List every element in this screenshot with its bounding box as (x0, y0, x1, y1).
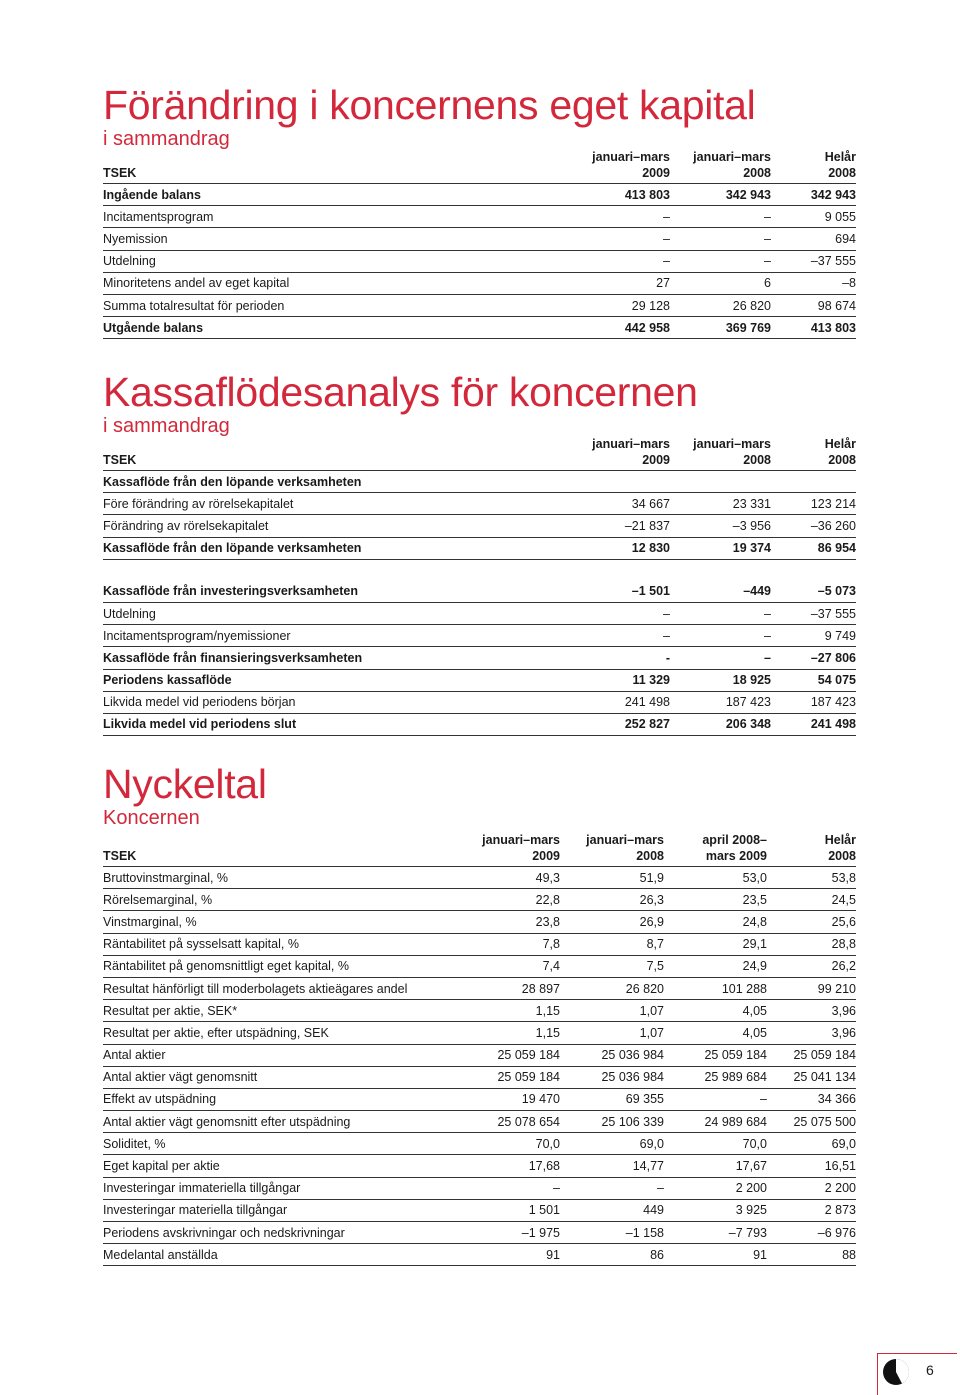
row-value: 8,7 (560, 933, 664, 955)
row-label: Kassaflöde från den löpande verksamheten (103, 471, 569, 493)
row-value: 26,3 (560, 889, 664, 911)
row-value: –8 (771, 272, 856, 294)
spacer-cell (103, 559, 856, 581)
table-row (103, 184, 856, 206)
row-value: 24,8 (664, 911, 767, 933)
row-value: 91 (458, 1244, 560, 1266)
row-value: –1 975 (458, 1222, 560, 1244)
column-header-line: april 2008– (702, 833, 767, 847)
table-row (103, 1088, 856, 1110)
row-value: 16,51 (767, 1155, 856, 1177)
column-header-line: Helår (824, 437, 856, 451)
row-value: 2 200 (664, 1177, 767, 1199)
row-value: 25 059 184 (767, 1044, 856, 1066)
company-logo-icon (880, 1356, 912, 1388)
column-header (569, 149, 670, 184)
cashflow-title: Kassaflödesanalys för koncernen (103, 369, 698, 415)
row-value: – (670, 250, 771, 272)
column-header-line: 2009 (532, 849, 560, 863)
row-value: 11 329 (569, 669, 670, 691)
row-value: 2 200 (767, 1177, 856, 1199)
row-value: 23 331 (670, 493, 771, 515)
column-header (664, 832, 767, 867)
row-value: 22,8 (458, 889, 560, 911)
table-row (103, 625, 856, 647)
table-row (103, 1000, 856, 1022)
column-header-line: 2008 (743, 453, 771, 467)
column-header-line: januari–mars (693, 437, 771, 451)
ratios-subtitle: Koncernen (103, 807, 200, 829)
row-value: 28 897 (458, 977, 560, 999)
table-row (103, 889, 856, 911)
row-value: 3,96 (767, 1022, 856, 1044)
cashflow-subtitle: i sammandrag (103, 415, 230, 437)
row-value: 6 (670, 272, 771, 294)
row-value: –3 956 (670, 515, 771, 537)
row-value: 342 943 (670, 184, 771, 206)
row-value: 4,05 (664, 1022, 767, 1044)
row-value: 88 (767, 1244, 856, 1266)
table-row (103, 1244, 856, 1266)
row-value: 7,4 (458, 955, 560, 977)
column-header-line: 2009 (642, 166, 670, 180)
row-value: 25 059 184 (458, 1044, 560, 1066)
row-label: Likvida medel vid periodens slut (103, 713, 569, 735)
row-value: –7 793 (664, 1222, 767, 1244)
table-header-row (103, 149, 856, 184)
row-label: Effekt av utspädning (103, 1088, 458, 1110)
row-value: 70,0 (458, 1133, 560, 1155)
row-value: – (458, 1177, 560, 1199)
row-label: Resultat per aktie, efter utspädning, SEK (103, 1022, 458, 1044)
row-value: 34 667 (569, 493, 670, 515)
row-value: 25 036 984 (560, 1044, 664, 1066)
table-row (103, 1222, 856, 1244)
equity-table (103, 149, 856, 339)
column-header-line: januari–mars (693, 150, 771, 164)
row-value: 28,8 (767, 933, 856, 955)
column-header (771, 149, 856, 184)
row-value: 70,0 (664, 1133, 767, 1155)
row-label: Antal aktier vägt genomsnitt (103, 1066, 458, 1088)
row-value: 99 210 (767, 977, 856, 999)
row-value: 19 470 (458, 1088, 560, 1110)
table-row (103, 911, 856, 933)
row-value: 23,5 (664, 889, 767, 911)
row-label: Likvida medel vid periodens början (103, 691, 569, 713)
row-label: Räntabilitet på genomsnittligt eget kapital, % (103, 955, 458, 977)
table-row (103, 602, 856, 624)
row-label: Periodens kassaflöde (103, 669, 569, 691)
table-row (103, 493, 856, 515)
row-value: –1 501 (569, 581, 670, 603)
row-value: – (560, 1177, 664, 1199)
row-value: 7,5 (560, 955, 664, 977)
row-label: Resultat per aktie, SEK* (103, 1000, 458, 1022)
table-header-row (103, 436, 856, 471)
column-header-line: januari–mars (586, 833, 664, 847)
row-value: 49,3 (458, 867, 560, 889)
row-value: 252 827 (569, 713, 670, 735)
column-header (771, 436, 856, 471)
row-value: 25 989 684 (664, 1066, 767, 1088)
column-header-line: mars 2009 (705, 849, 767, 863)
column-header-line: Helår (824, 150, 856, 164)
row-value: 26 820 (670, 294, 771, 316)
row-label: Utdelning (103, 250, 569, 272)
row-label: Räntabilitet på sysselsatt kapital, % (103, 933, 458, 955)
row-value: –1 158 (560, 1222, 664, 1244)
row-value: 53,0 (664, 867, 767, 889)
row-label: Före förändring av rörelsekapitalet (103, 493, 569, 515)
equity-subtitle: i sammandrag (103, 128, 230, 150)
column-header-line: 2008 (828, 166, 856, 180)
row-label: Rörelsemarginal, % (103, 889, 458, 911)
row-value: 98 674 (771, 294, 856, 316)
row-value: 413 803 (569, 184, 670, 206)
equity-title: Förändring i koncernens eget kapital (103, 82, 756, 128)
row-value: 25 078 654 (458, 1111, 560, 1133)
row-value: –36 260 (771, 515, 856, 537)
page-number: 6 (926, 1362, 934, 1378)
table-row (103, 272, 856, 294)
row-label: Resultat hänförligt till moderbolagets aktieägares andel (103, 977, 458, 999)
row-value: – (569, 206, 670, 228)
column-header-line: januari–mars (592, 437, 670, 451)
row-value: 25 075 500 (767, 1111, 856, 1133)
table-row (103, 669, 856, 691)
row-value: – (569, 625, 670, 647)
row-value: 53,8 (767, 867, 856, 889)
table-row (103, 933, 856, 955)
ratios-section (103, 762, 856, 1266)
row-value: 91 (664, 1244, 767, 1266)
row-value: 694 (771, 228, 856, 250)
table-row (103, 1177, 856, 1199)
column-header-line: januari–mars (592, 150, 670, 164)
column-header-line: 2008 (828, 453, 856, 467)
table-row (103, 1111, 856, 1133)
column-header-line: 2009 (642, 453, 670, 467)
row-value: 1,15 (458, 1022, 560, 1044)
row-value: 51,9 (560, 867, 664, 889)
row-value: – (670, 647, 771, 669)
table-row (103, 1199, 856, 1221)
row-value: 26,9 (560, 911, 664, 933)
row-value: – (670, 602, 771, 624)
column-header-line: Helår (824, 833, 856, 847)
table-row (103, 294, 856, 316)
row-value: 86 (560, 1244, 664, 1266)
row-label: Utdelning (103, 602, 569, 624)
row-value: 206 348 (670, 713, 771, 735)
row-value: – (569, 250, 670, 272)
row-label: Nyemission (103, 228, 569, 250)
table-row (103, 471, 856, 493)
row-value: 342 943 (771, 184, 856, 206)
row-label: Bruttovinstmarginal, % (103, 867, 458, 889)
table-row (103, 317, 856, 339)
row-value: 187 423 (670, 691, 771, 713)
row-value: 25 036 984 (560, 1066, 664, 1088)
row-value: 24,9 (664, 955, 767, 977)
column-header (569, 436, 670, 471)
row-label: Investeringar materiella tillgångar (103, 1199, 458, 1221)
row-value: 241 498 (771, 713, 856, 735)
row-value: 25 041 134 (767, 1066, 856, 1088)
table-row (103, 713, 856, 735)
row-label: Antal aktier vägt genomsnitt efter utspädning (103, 1111, 458, 1133)
row-value: 123 214 (771, 493, 856, 515)
row-value: 449 (560, 1199, 664, 1221)
column-header-label: TSEK (103, 149, 569, 184)
row-value: –37 555 (771, 250, 856, 272)
table-row (103, 1155, 856, 1177)
row-label: Ingående balans (103, 184, 569, 206)
row-label: Förändring av rörelsekapitalet (103, 515, 569, 537)
row-label: Incitamentsprogram/nyemissioner (103, 625, 569, 647)
row-label: Eget kapital per aktie (103, 1155, 458, 1177)
row-value: 1,15 (458, 1000, 560, 1022)
row-value: 9 749 (771, 625, 856, 647)
row-value: – (664, 1088, 767, 1110)
row-value: 34 366 (767, 1088, 856, 1110)
row-value: 12 830 (569, 537, 670, 559)
table-row (103, 867, 856, 889)
table-row (103, 1044, 856, 1066)
row-label: Minoritetens andel av eget kapital (103, 272, 569, 294)
row-value: 27 (569, 272, 670, 294)
column-header-label: TSEK (103, 436, 569, 471)
cashflow-table (103, 436, 856, 736)
table-header-row (103, 832, 856, 867)
row-value: 369 769 (670, 317, 771, 339)
row-label: Incitamentsprogram (103, 206, 569, 228)
row-value: –449 (670, 581, 771, 603)
row-value: 3,96 (767, 1000, 856, 1022)
table-row (103, 955, 856, 977)
ratios-title: Nyckeltal (103, 761, 267, 807)
column-header (670, 436, 771, 471)
table-row (103, 1133, 856, 1155)
table-row (103, 1066, 856, 1088)
row-value: – (569, 228, 670, 250)
row-value: 25 059 184 (458, 1066, 560, 1088)
row-label: Medelantal anställda (103, 1244, 458, 1266)
column-header (767, 832, 856, 867)
row-value: 29,1 (664, 933, 767, 955)
row-value: 2 873 (767, 1199, 856, 1221)
row-value: 24,5 (767, 889, 856, 911)
table-row (103, 1022, 856, 1044)
spacer-row (103, 559, 856, 581)
row-value: – (670, 625, 771, 647)
row-value (569, 471, 670, 493)
row-label: Vinstmarginal, % (103, 911, 458, 933)
row-value: 69,0 (560, 1133, 664, 1155)
table-row (103, 515, 856, 537)
row-value: 1,07 (560, 1000, 664, 1022)
row-value: 17,67 (664, 1155, 767, 1177)
column-header (670, 149, 771, 184)
row-value: 1,07 (560, 1022, 664, 1044)
column-header-line: januari–mars (482, 833, 560, 847)
row-label: Antal aktier (103, 1044, 458, 1066)
row-value: – (670, 228, 771, 250)
row-value: 25,6 (767, 911, 856, 933)
row-value: 4,05 (664, 1000, 767, 1022)
row-value: –37 555 (771, 602, 856, 624)
equity-section (103, 83, 856, 339)
row-label: Investeringar immateriella tillgångar (103, 1177, 458, 1199)
table-row (103, 977, 856, 999)
table-row (103, 228, 856, 250)
row-value: 25 059 184 (664, 1044, 767, 1066)
column-header (560, 832, 664, 867)
row-value: 101 288 (664, 977, 767, 999)
row-value: 442 958 (569, 317, 670, 339)
column-header-line: 2008 (828, 849, 856, 863)
row-value: 26,2 (767, 955, 856, 977)
row-value: 23,8 (458, 911, 560, 933)
row-value: – (670, 206, 771, 228)
row-value: –27 806 (771, 647, 856, 669)
table-row (103, 537, 856, 559)
row-label: Periodens avskrivningar och nedskrivningar (103, 1222, 458, 1244)
row-label: Soliditet, % (103, 1133, 458, 1155)
row-value: 7,8 (458, 933, 560, 955)
column-header (458, 832, 560, 867)
row-value: 54 075 (771, 669, 856, 691)
row-value: –6 976 (767, 1222, 856, 1244)
row-value (670, 471, 771, 493)
row-value: 26 820 (560, 977, 664, 999)
row-value: 241 498 (569, 691, 670, 713)
row-value: 25 106 339 (560, 1111, 664, 1133)
row-value: - (569, 647, 670, 669)
row-value (771, 471, 856, 493)
table-row (103, 206, 856, 228)
table-row (103, 647, 856, 669)
row-value: 19 374 (670, 537, 771, 559)
row-label: Kassaflöde från investeringsverksamheten (103, 581, 569, 603)
row-label: Kassaflöde från finansieringsverksamheten (103, 647, 569, 669)
row-value: –5 073 (771, 581, 856, 603)
row-value: 29 128 (569, 294, 670, 316)
row-value: 1 501 (458, 1199, 560, 1221)
row-value: 24 989 684 (664, 1111, 767, 1133)
row-label: Utgående balans (103, 317, 569, 339)
table-row (103, 581, 856, 603)
row-value: 69,0 (767, 1133, 856, 1155)
ratios-table (103, 832, 856, 1266)
row-value: 18 925 (670, 669, 771, 691)
column-header-line: 2008 (636, 849, 664, 863)
table-row (103, 250, 856, 272)
column-header-line: 2008 (743, 166, 771, 180)
row-label: Kassaflöde från den löpande verksamheten (103, 537, 569, 559)
row-value: –21 837 (569, 515, 670, 537)
row-value: 69 355 (560, 1088, 664, 1110)
table-row (103, 691, 856, 713)
row-value: 17,68 (458, 1155, 560, 1177)
row-value: 3 925 (664, 1199, 767, 1221)
row-label: Summa totalresultat för perioden (103, 294, 569, 316)
row-value: 86 954 (771, 537, 856, 559)
row-value: 187 423 (771, 691, 856, 713)
row-value: – (569, 602, 670, 624)
row-value: 9 055 (771, 206, 856, 228)
column-header-label: TSEK (103, 832, 458, 867)
row-value: 14,77 (560, 1155, 664, 1177)
row-value: 413 803 (771, 317, 856, 339)
cashflow-section (103, 370, 856, 736)
